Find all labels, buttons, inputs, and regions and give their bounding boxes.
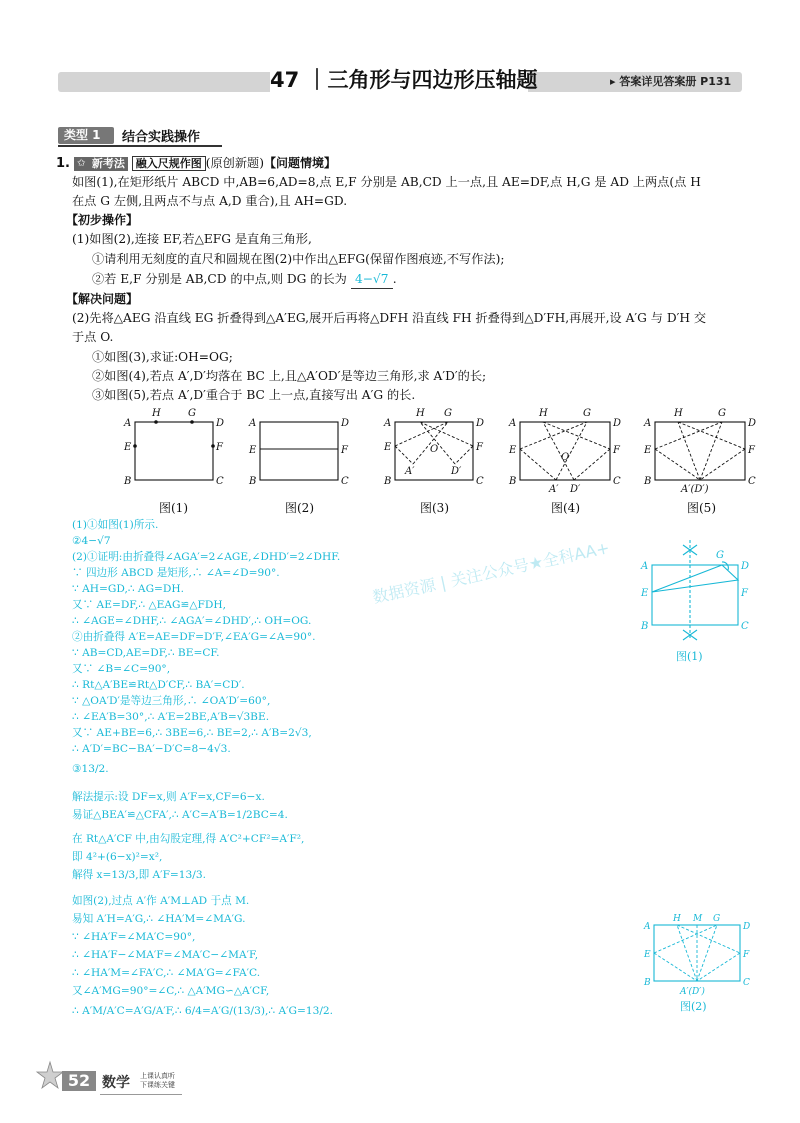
- scenario-heading: 【问题情境】: [264, 156, 337, 170]
- fig4-caption: 图(4): [551, 501, 580, 515]
- fig4-label-a1: A′: [549, 484, 559, 495]
- fig4-label-d1: D′: [570, 484, 581, 495]
- fig1-label-b: B: [124, 476, 132, 487]
- answer-line: 又∵ AE=DF,∴ △EAG≌△FDH,: [72, 599, 226, 611]
- fig5-label-d: D: [748, 418, 757, 429]
- answer-line: 又∵ ∠B=∠C=90°,: [72, 663, 171, 675]
- answer-line: (2)①证明:由折叠得∠AGA′=2∠AGE,∠DHD′=2∠DHF.: [72, 551, 341, 563]
- part-2b: ②如图(4),若点 A′,D′均落在 BC 上,且△A′OD′是等边三角形,求 A′D′的长;: [92, 369, 487, 383]
- ans-fig1-a: A: [641, 561, 649, 572]
- ans-fig1-e: E: [641, 588, 649, 599]
- fig4-label-d: D: [613, 418, 622, 429]
- star-mascot-icon: [36, 1060, 64, 1094]
- ans-fig1-g: G: [716, 550, 724, 561]
- fig3-label-g: G: [444, 408, 452, 419]
- fig2-label-c: C: [341, 476, 349, 487]
- answer-line: 又∠A′MG=90°=∠C,∴ △A′MG∽△A′CF,: [72, 985, 270, 997]
- fig2-label-f: F: [341, 445, 348, 456]
- section-tag: 类型 1: [58, 127, 114, 144]
- fig3-caption: 图(3): [420, 501, 449, 515]
- fig4-label-b: B: [509, 476, 517, 487]
- page-title: 47 ｜三角形与四边形压轴题: [270, 64, 528, 96]
- section-title: 结合实践操作: [122, 130, 201, 145]
- fig4-label-g: G: [583, 408, 591, 419]
- fig1-label-a: A: [124, 418, 132, 429]
- fig1-caption: 图(1): [159, 501, 188, 515]
- fig1-rectangle: [135, 422, 213, 480]
- answer-line: ∴ A′D′=BC−BA′−D′C=8−4√3.: [72, 743, 231, 755]
- new-method-badge: 新考法: [89, 157, 128, 171]
- fig3-label-f: F: [476, 442, 483, 453]
- fig1-label-g: G: [188, 408, 196, 419]
- question-header: [56, 155, 336, 172]
- answer-reference: ▸ 答案详见答案册 P131: [610, 75, 732, 88]
- footer-line: [100, 1094, 182, 1095]
- fig5-label-ad1: A′(D′): [681, 484, 709, 495]
- part-1a: ①请利用无刻度的直尺和圆规在图(2)中作出△EFG(保留作图痕迹,不写作法);: [92, 252, 505, 266]
- fig5-label-h: H: [674, 408, 683, 419]
- ans-fig2-e: E: [644, 950, 651, 960]
- ans-fig1-f: F: [741, 588, 748, 599]
- part-2a: ①如图(3),求证:OH=OG;: [92, 350, 233, 364]
- question-figures: [115, 402, 755, 522]
- part-2-line-1: (2)先将△AEG 沿直线 EG 折叠得到△A′EG,展开后再将△DFH 沿直线 FH 折叠得到△D′FH,再展开,设 A′G 与 D′H 交: [72, 311, 707, 325]
- fig5-label-b: B: [644, 476, 652, 487]
- answer-figure-2: [640, 910, 755, 1020]
- fig1-label-h: H: [152, 408, 161, 419]
- fig3-label-d: D: [476, 418, 485, 429]
- answer-line: 易证△BEA′≌△CFA′,∴ A′C=A′B=1/2BC=4.: [72, 809, 288, 821]
- fig5-label-g: G: [718, 408, 726, 419]
- part-1b-text: ②若 E,F 分别是 AB,CD 的中点,则 DG 的长为: [92, 272, 347, 286]
- fig5-label-f: F: [748, 445, 755, 456]
- fig1-label-c: C: [216, 476, 224, 487]
- page-number: 52: [62, 1071, 96, 1091]
- fig3-label-e: E: [384, 442, 392, 453]
- ans-fig2-a: A: [644, 922, 651, 932]
- fig3-label-o: O: [430, 444, 439, 455]
- answer-line: ∵ △OA′D′是等边三角形,∴ ∠OA′D′=60°,: [72, 695, 271, 707]
- ans-fig1-caption: 图(1): [676, 650, 703, 663]
- ans-fig1-b: B: [641, 621, 649, 632]
- watermark: 数据资源 | 关注公众号★全科AA+: [370, 538, 612, 607]
- fig2-label-d: D: [341, 418, 350, 429]
- fig5-caption: 图(5): [687, 501, 716, 515]
- fig4-label-f: F: [613, 445, 620, 456]
- answer-line: ∵ AH=GD,∴ AG=DH.: [72, 583, 185, 595]
- ans-fig1-d: D: [741, 561, 750, 572]
- fig4-label-c: C: [613, 476, 621, 487]
- fig5-label-e: E: [644, 445, 652, 456]
- question-number: 1.: [56, 156, 70, 171]
- ans-fig2-d: D: [743, 922, 751, 932]
- part-1b: [92, 271, 397, 289]
- part-2c: ③如图(5),若点 A′,D′重合于 BC 上一点,直接写出 A′G 的长.: [92, 388, 416, 402]
- answer-line: 解法提示:设 DF=x,则 A′F=x,CF=6−x.: [72, 791, 265, 803]
- ans-fig2-b: B: [644, 978, 651, 988]
- fig4-label-o: O: [561, 452, 570, 463]
- ans-fig2-c: C: [743, 978, 750, 988]
- question-origin: (原创新题): [205, 156, 264, 170]
- part-1: (1)如图(2),连接 EF,若△EFG 是直角三角形,: [72, 232, 312, 246]
- answer-line: ∴ ∠HA′F−∠MA′F=∠MA′C−∠MA′F,: [72, 949, 259, 961]
- star-icon: ✩: [74, 157, 89, 171]
- fig5-label-c: C: [748, 476, 756, 487]
- answer-line: (1)①如图(1)所示.: [72, 519, 159, 531]
- question-line-2: 在点 G 左侧,且两点不与点 A,D 重合),且 AH=GD.: [72, 194, 348, 208]
- solve-heading: 【解决问题】: [66, 292, 139, 306]
- ans-fig2-g: G: [713, 914, 721, 924]
- answer-line: ②4−√7: [72, 535, 111, 547]
- fig2-label-e: E: [249, 445, 257, 456]
- answer-line: 解得 x=13/3,即 A′F=13/3.: [72, 869, 206, 881]
- fig3-label-b: B: [384, 476, 392, 487]
- answer-line: ∵ 四边形 ABCD 是矩形,∴ ∠A=∠D=90°.: [72, 567, 280, 579]
- answer-line: ∵ ∠HA′F=∠MA′C=90°,: [72, 931, 196, 943]
- answer-line: ∴ ∠HA′M=∠FA′C,∴ ∠MA′G=∠FA′C.: [72, 967, 261, 979]
- fig2-caption: 图(2): [285, 501, 314, 515]
- fig3-label-c: C: [476, 476, 484, 487]
- fig4-label-h: H: [539, 408, 548, 419]
- fig3-label-a: A: [384, 418, 392, 429]
- answer-line: 即 4²+(6−x)²=x²,: [72, 851, 163, 863]
- ans-fig2-h: H: [673, 914, 681, 924]
- answer-line: ②由折叠得 A′E=AE=DF=D′F,∠EA′G=∠A=90°.: [72, 631, 316, 643]
- answer-line: ∴ Rt△A′BE≌Rt△D′CF,∴ BA′=CD′.: [72, 679, 245, 691]
- motto-line-2: 下课练关键: [140, 1081, 175, 1089]
- answer-line: ∴ ∠AGE=∠DHF,∴ ∠AGA′=∠DHD′,∴ OH=OG.: [72, 615, 312, 627]
- fig4-rectangle: [520, 422, 610, 480]
- method-badge: 融入尺规作图: [132, 156, 206, 171]
- fig5-rectangle: [655, 422, 745, 480]
- subject-label: 数学: [102, 1075, 130, 1091]
- fig3-label-a1: A′: [405, 466, 415, 477]
- answer-line: ∴ ∠EA′B=30°,∴ A′E=2BE,A′B=√3BE.: [72, 711, 270, 723]
- answer-figure-1: [638, 540, 758, 665]
- question-line-1: 如图(1),在矩形纸片 ABCD 中,AB=6,AD=8,点 E,F 分别是 AB,CD 上一点,且 AE=DF,点 H,G 是 AD 上两点(点 H: [72, 175, 701, 189]
- fig5-label-a: A: [644, 418, 652, 429]
- fig1-label-d: D: [216, 418, 225, 429]
- answer-blank: 4−√7: [351, 271, 393, 289]
- section-underline: [58, 145, 222, 147]
- ans-fig2-m: M: [693, 914, 703, 924]
- answer-line: 又∵ AE+BE=6,∴ 3BE=6,∴ BE=2,∴ A′B=2√3,: [72, 727, 312, 739]
- part-2-line-2: 于点 O.: [72, 330, 114, 344]
- part-1b-end: .: [392, 272, 397, 286]
- ans-fig2-caption: 图(2): [680, 1000, 707, 1013]
- footer-motto: [140, 1072, 180, 1090]
- answer-line: ∴ A′M/A′C=A′G/A′F,∴ 6/4=A′G/(13/3),∴ A′G=13/2.: [72, 1005, 334, 1017]
- fig3-label-d1: D′: [451, 466, 462, 477]
- fig1-label-e: E: [124, 442, 132, 453]
- fig2-rectangle: [260, 422, 338, 480]
- fig2-label-a: A: [249, 418, 257, 429]
- fig2-label-b: B: [249, 476, 257, 487]
- fig4-label-e: E: [509, 445, 517, 456]
- ans-fig1-c: C: [741, 621, 749, 632]
- answer-line: 易知 A′H=A′G,∴ ∠HA′M=∠MA′G.: [72, 913, 246, 925]
- ans-fig2-f: F: [743, 950, 750, 960]
- answer-line: ∵ AB=CD,AE=DF,∴ BE=CF.: [72, 647, 220, 659]
- answer-line: 如图(2),过点 A′作 A′M⊥AD 于点 M.: [72, 895, 250, 907]
- fig4-label-a: A: [509, 418, 517, 429]
- fig1-label-f: F: [216, 442, 223, 453]
- answer-line: ③13/2.: [72, 763, 109, 775]
- fig3-label-h: H: [416, 408, 425, 419]
- motto-line-1: 上课认真听: [140, 1072, 175, 1080]
- initial-heading: 【初步操作】: [66, 213, 139, 227]
- answer-line: 在 Rt△A′CF 中,由勾股定理,得 A′C²+CF²=A′F²,: [72, 833, 305, 845]
- ans-fig2-ad1: A′(D′): [680, 987, 705, 997]
